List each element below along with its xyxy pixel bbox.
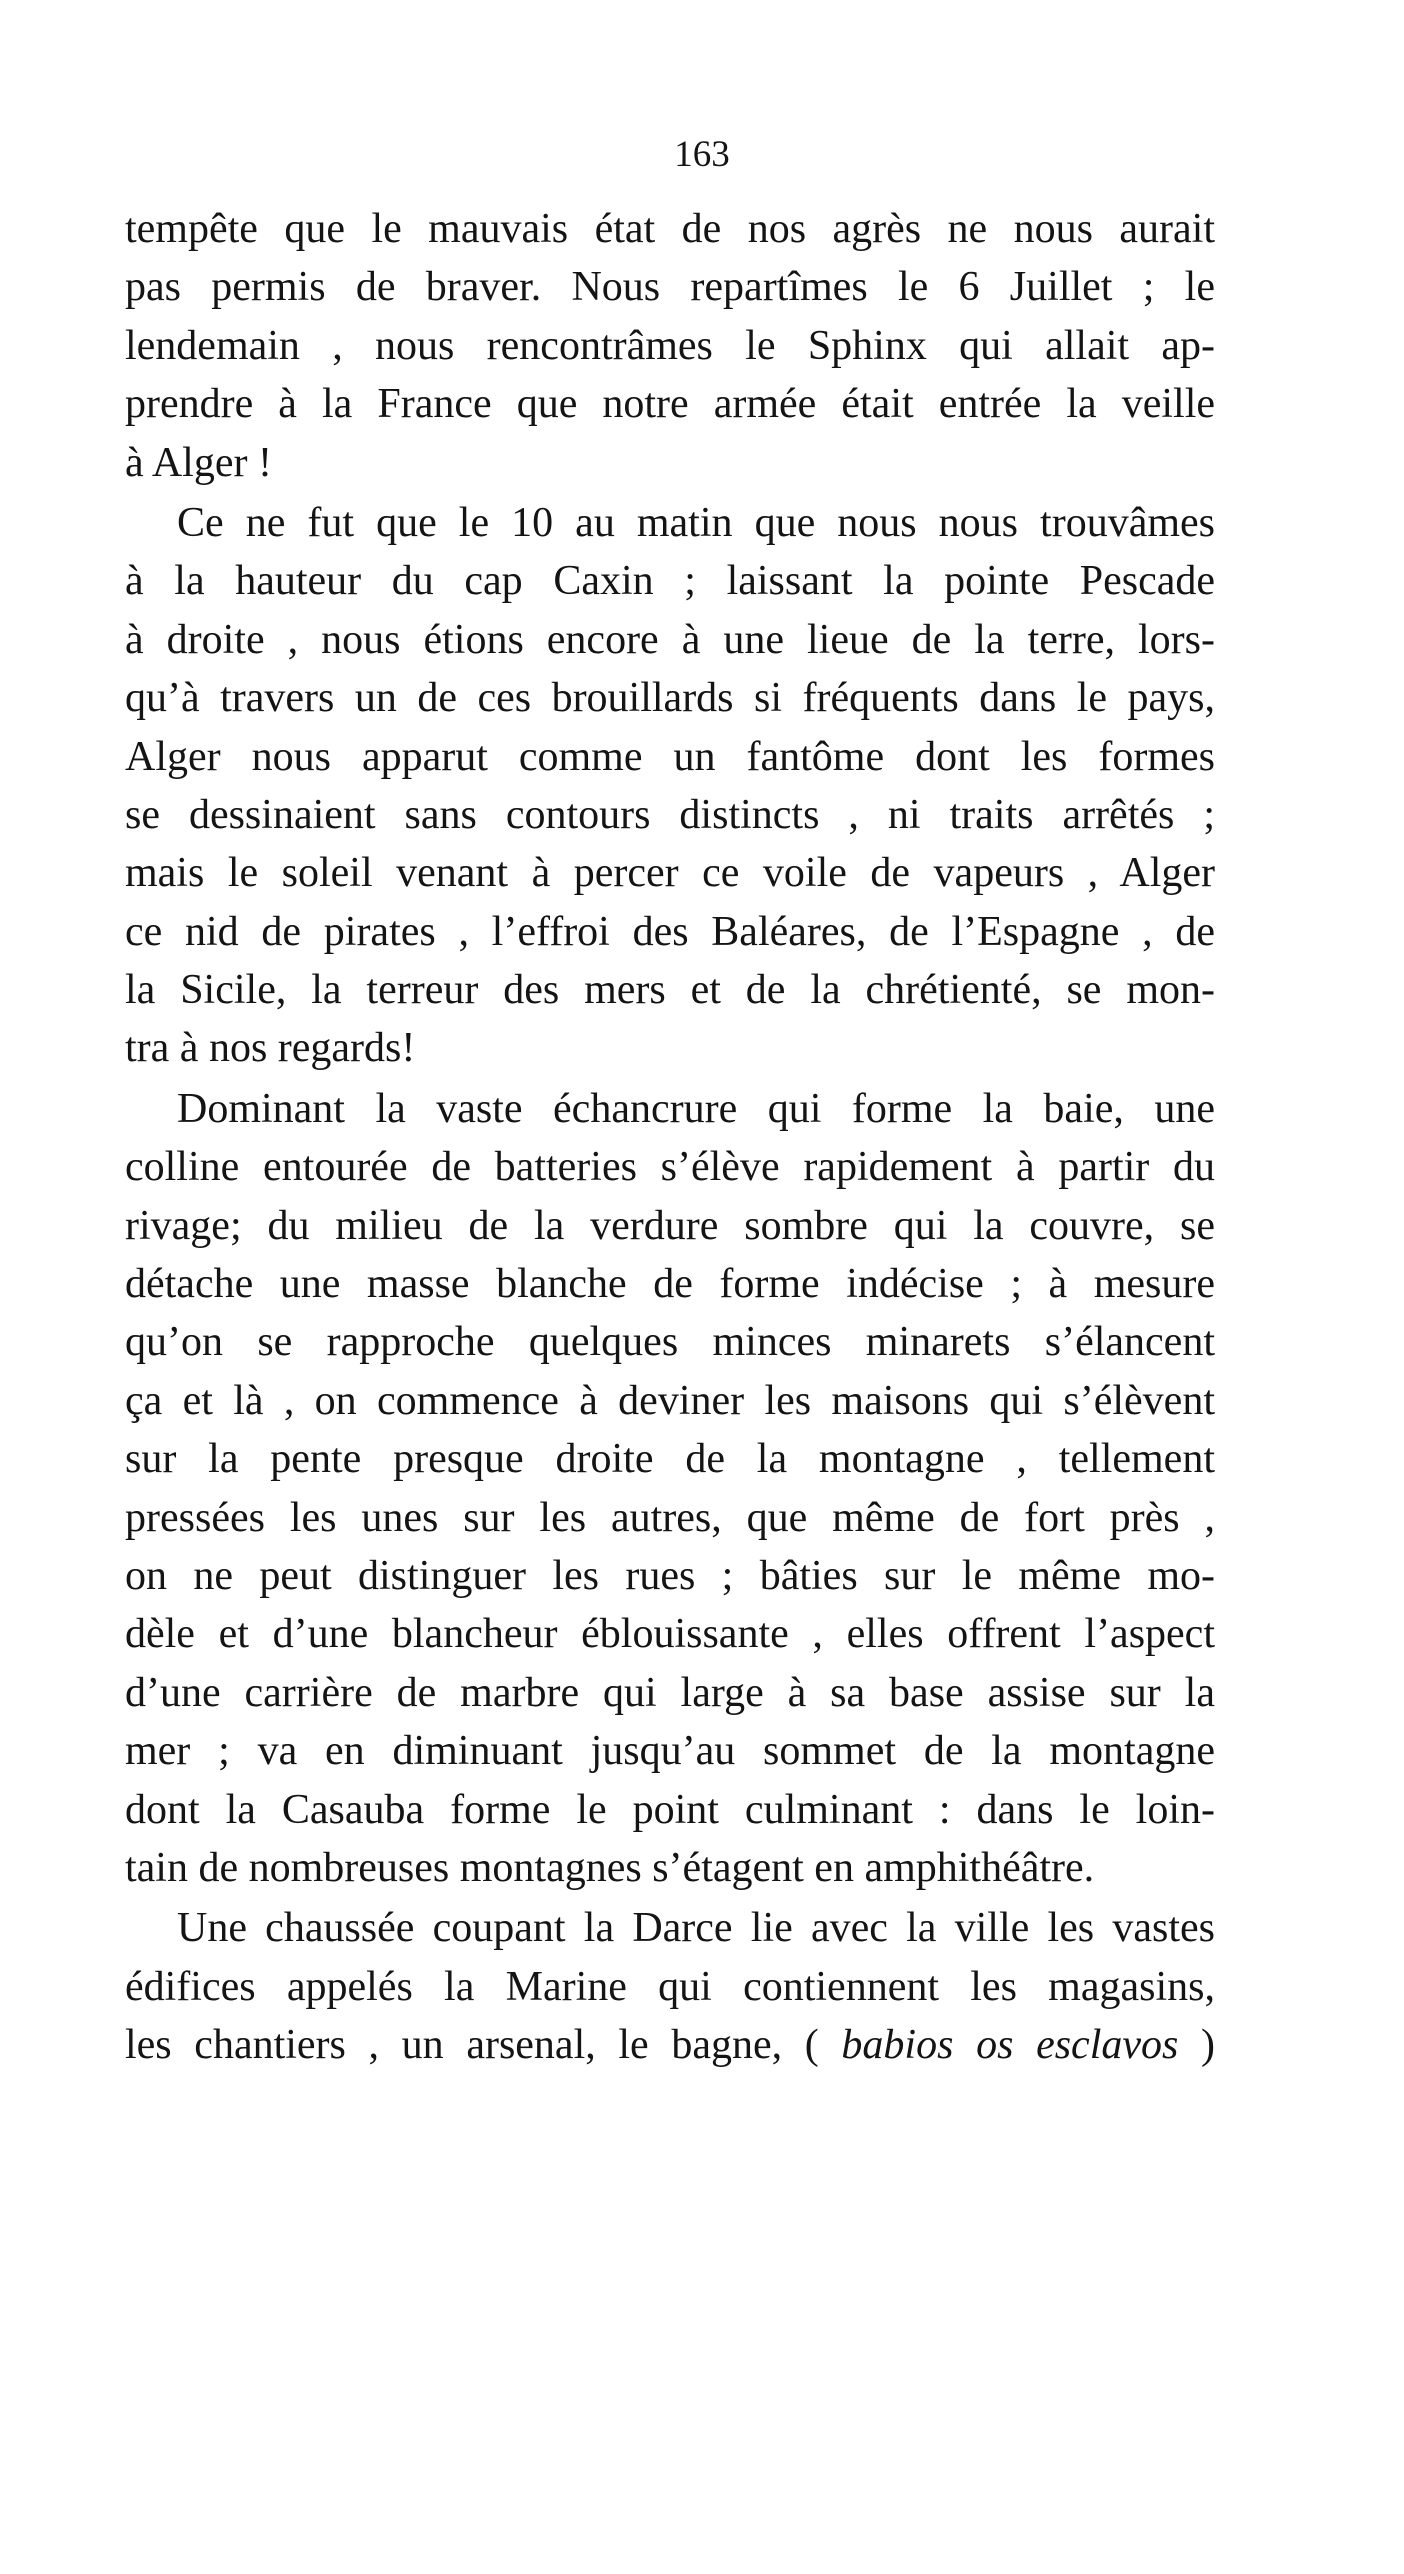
text-line: la Sicile, la terreur des mers et de la chrétienté, se mon- bbox=[125, 967, 1215, 1014]
text-line: d’une carrière de marbre qui large à sa base assise sur la bbox=[125, 1669, 1215, 1716]
text-line: on ne peut distinguer les rues ; bâties sur le même mo- bbox=[125, 1552, 1215, 1599]
text-line: dèle et d’une blancheur éblouissante , elles offrent l’aspect bbox=[125, 1611, 1215, 1658]
text-line: colline entourée de batteries s’élève rapidement à partir du bbox=[125, 1144, 1215, 1191]
text-line: mais le soleil venant à percer ce voile de vapeurs , Alger bbox=[125, 850, 1215, 897]
text-segment: ) bbox=[1201, 2022, 1215, 2069]
text-line: Alger nous apparut comme un fantôme dont les formes bbox=[125, 733, 1215, 780]
text-line: ça et là , on commence à deviner les maisons qui s’élèvent bbox=[125, 1377, 1215, 1424]
text-line: rivage; du milieu de la verdure sombre qui la couvre, se bbox=[125, 1202, 1215, 1249]
text-line: se dessinaient sans contours distincts , ni traits arrêtés ; bbox=[125, 791, 1215, 838]
italic-text-segment: babios os esclavos bbox=[841, 2022, 1179, 2069]
text-line: tra à nos regards! bbox=[125, 1025, 416, 1072]
text-line: Une chaussée coupant la Darce lie avec la ville les vastes bbox=[177, 1905, 1215, 1952]
text-line: lendemain , nous rencontrâmes le Sphinx qui allait ap- bbox=[125, 322, 1215, 369]
body-text bbox=[125, 200, 1215, 2075]
paragraph-4 bbox=[125, 1899, 1215, 2074]
text-line: édifices appelés la Marine qui contiennent les magasins, bbox=[125, 1963, 1215, 2010]
text-line: à droite , nous étions encore à une lieue de la terre, lors- bbox=[125, 616, 1215, 663]
text-line: Dominant la vaste échancrure qui forme la baie, une bbox=[177, 1085, 1215, 1132]
text-line: détache une masse blanche de forme indécise ; à mesure bbox=[125, 1261, 1215, 1308]
text-segment: les chantiers , un arsenal, le bagne, ( bbox=[125, 2022, 819, 2069]
text-line: mer ; va en diminuant jusqu’au sommet de la montagne bbox=[125, 1728, 1215, 1775]
text-line: qu’on se rapproche quelques minces minarets s’élancent bbox=[125, 1319, 1215, 1366]
text-line: qu’à travers un de ces brouillards si fréquents dans le pays, bbox=[125, 675, 1215, 722]
text-line: pressées les unes sur les autres, que même de fort près , bbox=[125, 1494, 1215, 1541]
text-line: sur la pente presque droite de la montagne , tellement bbox=[125, 1436, 1215, 1483]
text-line-final bbox=[125, 2016, 1215, 2074]
text-line: à la hauteur du cap Caxin ; laissant la pointe Pescade bbox=[125, 558, 1215, 605]
paragraph-2 bbox=[125, 494, 1215, 1078]
text-line: tain de nombreuses montagnes s’étagent en amphithéâtre. bbox=[125, 1844, 1095, 1891]
paragraph-3 bbox=[125, 1080, 1215, 1897]
text-line: à Alger ! bbox=[125, 439, 272, 486]
text-line: dont la Casauba forme le point culminant : dans le loin- bbox=[125, 1786, 1215, 1833]
page-number: 163 bbox=[674, 134, 730, 175]
text-line: tempête que le mauvais état de nos agrès ne nous aurait bbox=[125, 206, 1215, 252]
text-line: prendre à la France que notre armée était entrée la veille bbox=[125, 381, 1215, 428]
text-line: Ce ne fut que le 10 au matin que nous nous trouvâmes bbox=[177, 499, 1215, 546]
text-line: pas permis de braver. Nous repartîmes le 6 Juillet ; le bbox=[125, 264, 1215, 311]
paragraph-1 bbox=[125, 200, 1215, 492]
text-line: ce nid de pirates , l’effroi des Baléares, de l’Espagne , de bbox=[125, 908, 1215, 955]
